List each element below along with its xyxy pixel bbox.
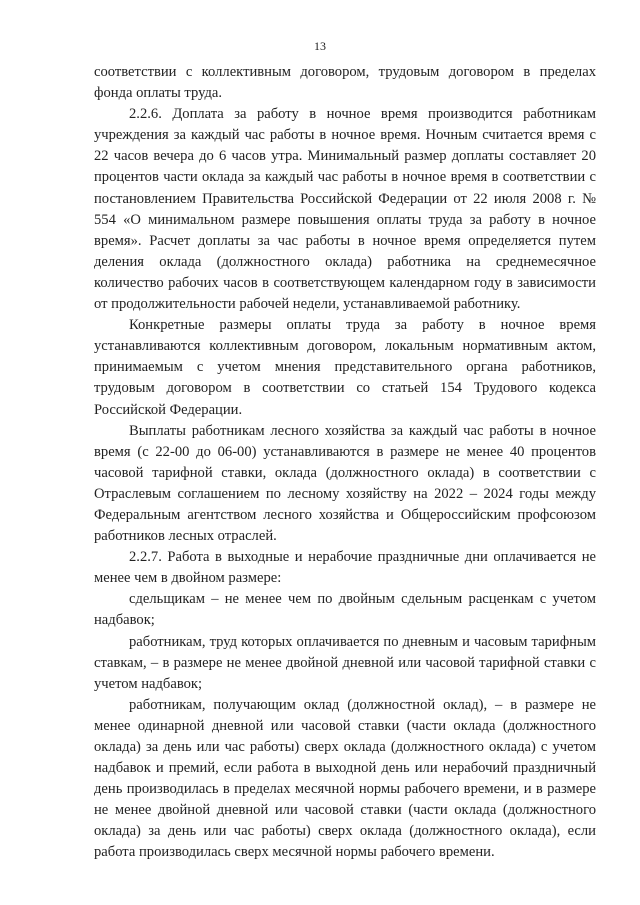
page-number: 13 [314,39,326,53]
paragraph-salaried-workers: работникам, получающим оклад (должностной оклад), – в размере не менее одинарной дневной или часовой ставки (части оклада (должностного оклада) за день или час работы) сверх оклада (должностного оклада) с учетом надбавок и премий, если работа в выходной день или нерабочий праздничный день производилась в пределах месячной нормы рабочего времени, и в размере не менее двойной дневной или часовой ставки (части оклада (должностного оклада) за день или час работы) сверх оклада (должностного оклада), если работа производилась сверх месячной нормы рабочего времени. [94,696,596,861]
paragraph-2-2-7: 2.2.7. Работа в выходные и нерабочие праздничные дни оплачивается не менее чем в двойном размере: [94,549,596,587]
paragraph-night-pay-terms: Конкретные размеры оплаты труда за работу в ночное время устанавливаются коллективным договором, локальным нормативным актом, принимаемым с учетом мнения представительного органа работников, трудовым договором в соответствии со статьей 154 Трудового кодекса Российской Федерации. [94,317,596,418]
paragraph-piece-workers: сдельщикам – не менее чем по двойным сдельным расценкам с учетом надбавок; [94,591,596,629]
document-body [94,62,596,864]
paragraph-tariff-workers: работникам, труд которых оплачивается по дневным и часовым тарифным ставкам, – в размере не менее двойной дневной или часовой тарифной ставки с учетом надбавок; [94,633,596,692]
paragraph-forestry-night-pay: Выплаты работникам лесного хозяйства за каждый час работы в ночное время (с 22-00 до 06-00) устанавливаются в размере не менее 40 процентов часовой тарифной ставки, оклада (должностного оклада) в соответствии с Отраслевым соглашением по лесному хозяйству на 2022 – 2024 годы между Федеральным агентством лесного хозяйства и Общероссийским профсоюзом работников лесных отраслей. [94,422,596,545]
paragraph-2-2-6: 2.2.6. Доплата за работу в ночное время производится работникам учреждения за каждый час работы в ночное время. Ночным считается время с 22 часов вечера до 6 часов утра. Минимальный размер доплаты составляет 20 процентов части оклада за каждый час работы в ночное время в соответствии с постановлением Правительства Российской Федерации от 22 июля 2008 г. № 554 «О минимальном размере повышения оплаты труда за работу в ночное время». Расчет доплаты за час работы в ночное время определяется путем деления оклада (должностного оклада) работника на среднемесячное количество рабочих часов в соответствующем календарном году в зависимости от продолжительности рабочей недели, устанавливаемой работнику. [94,106,596,313]
paragraph-continuation: соответствии с коллективным договором, трудовым договором в пределах фонда оплаты труда. [94,64,596,102]
